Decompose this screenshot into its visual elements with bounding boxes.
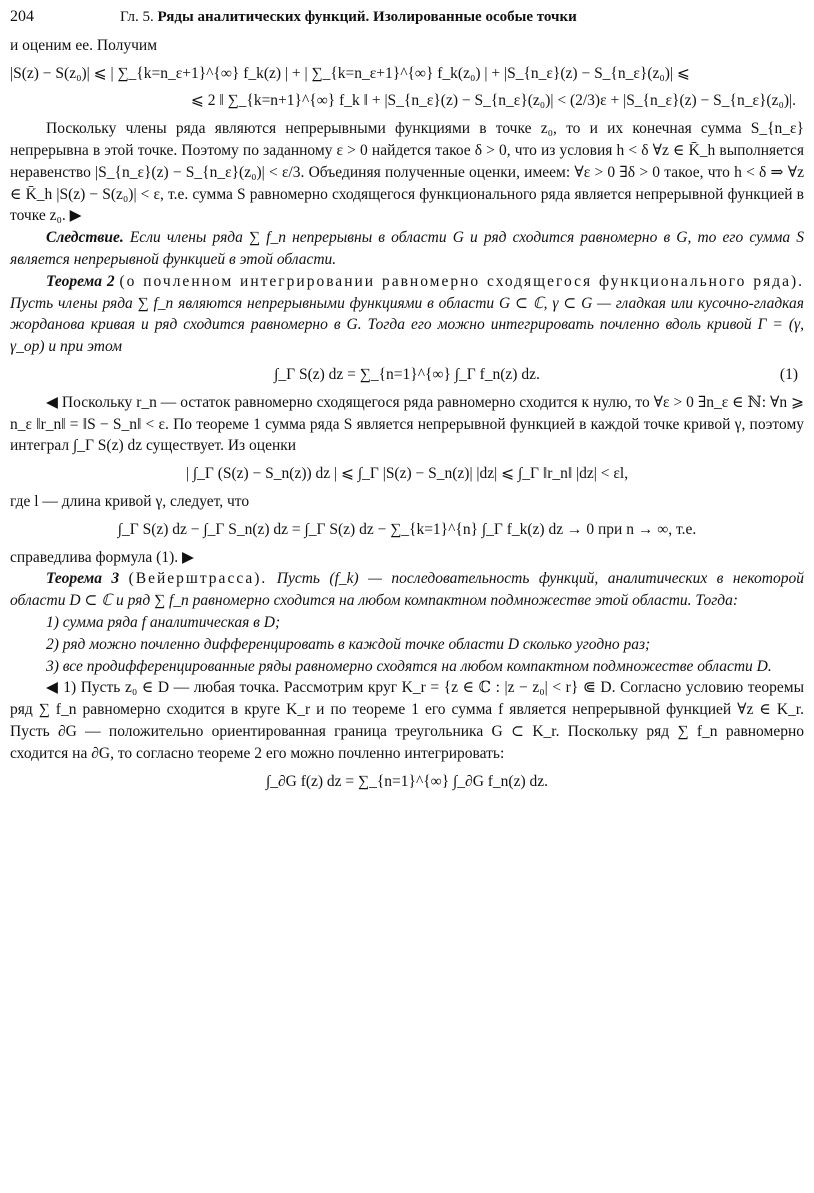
theorem-3-title: (Вейерштрасса). — [128, 570, 268, 588]
chapter-title: Ряды аналитических функций. Изолированные особые точки — [157, 9, 577, 25]
theorem-2-title: (о почленном интегрировании равномерно сходящегося функционального ряда). — [119, 272, 804, 290]
proof-3-paragraph: ◀ 1) Пусть z₀ ∈ D — любая точка. Рассмотрим круг K_r = {z ∈ ℂ : |z − z₀| < r} ⋐ D. Согласно условию теоремы ряд ∑ f_n равномерно сходится в круге K_r и по теореме 1 его сумма f является непрерывной функцией ∀z ∈ K_r. Пусть ∂G — положительно ориентированная граница треугольника G ⊂ K_r. Поскольку ряд ∑ f_n равномерно сходится на ∂G, то согласно теореме 2 его можно почленно интегрировать: — [10, 679, 804, 762]
equation-1-number: (1) — [779, 365, 798, 383]
theorem-3-item-2: 2) ряд можно почленно дифференцировать в каждой точке области D сколько угодно раз; — [46, 635, 651, 653]
proof-2-estimate: | ∫_Γ (S(z) − S_n(z)) dz | ⩽ ∫_Γ |S(z) − S_n(z)| |dz| ⩽ ∫_Γ ‖r_n‖ |dz| < εl, — [185, 465, 629, 483]
theorem-3-text: Пусть (f_k) — последовательность функций, аналитических в некоторой области D ⊂ ℂ и ряд ∑ f_n равномерно сходится на любом компактном подмножестве этой области. Тогда: — [10, 570, 804, 610]
chapter-number: Гл. 5. — [120, 9, 154, 25]
continuity-paragraph: Поскольку члены ряда являются непрерывными функциями в точке z₀, то и их конечная сумма S_{n_ε} непрерывна в этой точке. Поэтому по заданному ε > 0 найдется такое δ > 0, что из условия h < δ ∀z ∈ K̄_h выполняется неравенство |S_{n_ε}(z) − S_{n_ε}(z₀)| < ε/3. Объединяя полученные оценки, имеем: ∀ε > 0 ∃δ > 0 такое, что h < δ ⇒ ∀z ∈ K̄_h |S(z) − S(z₀)| < ε, т.е. сумма S равномерно сходящегося функционального ряда является непрерывной функцией в точке z₀. ▶ — [10, 120, 804, 225]
equation-1-formula: ∫_Γ S(z) dz = ∑_{n=1}^{∞} ∫_Γ f_n(z) dz. — [274, 365, 540, 383]
corollary-label: Следствие. — [46, 229, 124, 247]
equation-1 — [10, 364, 804, 386]
estimate-line-2: ⩽ 2 ‖ ∑_{k=n+1}^{∞} f_k ‖ + |S_{n_ε}(z) − S_{n_ε}(z₀)| < (2/3)ε + |S_{n_ε}(z) − S_{n_ε}(z₀)|. — [190, 92, 796, 110]
corollary-text: Если члены ряда ∑ f_n непрерывны в области G и ряд сходится равномерно в G, то его сумма S является непрерывной функцией в этой области. — [10, 229, 805, 268]
proof-2-end: справедлива формула (1). ▶ — [10, 548, 194, 566]
page-header — [10, 6, 804, 29]
estimate-line-1: |S(z) − S(z₀)| ⩽ | ∑_{k=n_ε+1}^{∞} f_k(z) | + | ∑_{k=n_ε+1}^{∞} f_k(z₀) | + |S_{n_ε}(z) − S_{n_ε}(z₀)| ⩽ — [10, 64, 690, 82]
proof-3-formula: ∫_∂G f(z) dz = ∑_{n=1}^{∞} ∫_∂G f_n(z) dz. — [265, 772, 549, 790]
page-number: 204 — [10, 8, 34, 25]
running-head — [120, 7, 804, 29]
proof-2-where: где l — длина кривой γ, следует, что — [10, 492, 250, 510]
theorem-3-item-3: 3) все продифференцированные ряды равномерно сходятся на любом компактном подмножестве области D. — [46, 657, 772, 675]
theorem-2-label: Теорема 2 — [46, 272, 115, 290]
proof-2-paragraph: ◀ Поскольку r_n — остаток равномерно сходящегося ряда равномерно сходится к нулю, то ∀ε > 0 ∃n_ε ∈ ℕ: ∀n ⩾ n_ε ‖r_n‖ = ‖S − S_n‖ < ε. По теореме 1 сумма ряда S является непрерывной функцией в каждой точке кривой γ, поэтому интеграл ∫_Γ S(z) dz существует. Из оценки — [10, 393, 804, 455]
theorem-2 — [10, 271, 804, 358]
theorem-3-item-1: 1) сумма ряда f аналитическая в D; — [46, 613, 281, 631]
intro-line: и оценим ее. Получим — [10, 36, 158, 54]
corollary — [10, 227, 804, 271]
proof-2-limit: ∫_Γ S(z) dz − ∫_Γ S_n(z) dz = ∫_Γ S(z) dz − ∑_{k=1}^{n} ∫_Γ f_k(z) dz → 0 при n → ∞, т.е. — [117, 520, 697, 538]
theorem-3-label: Теорема 3 — [46, 570, 120, 588]
theorem-2-text: Пусть члены ряда ∑ f_n являются непрерывными функциями в области G ⊂ ℂ, γ ⊂ G — гладкая или кусочно-гладкая жорданова кривая и ряд сходится равномерно в G. Тогда его можно интегрировать почленно вдоль кривой Γ = (γ, γ_ор) и при этом — [10, 294, 804, 356]
theorem-3 — [10, 568, 804, 612]
